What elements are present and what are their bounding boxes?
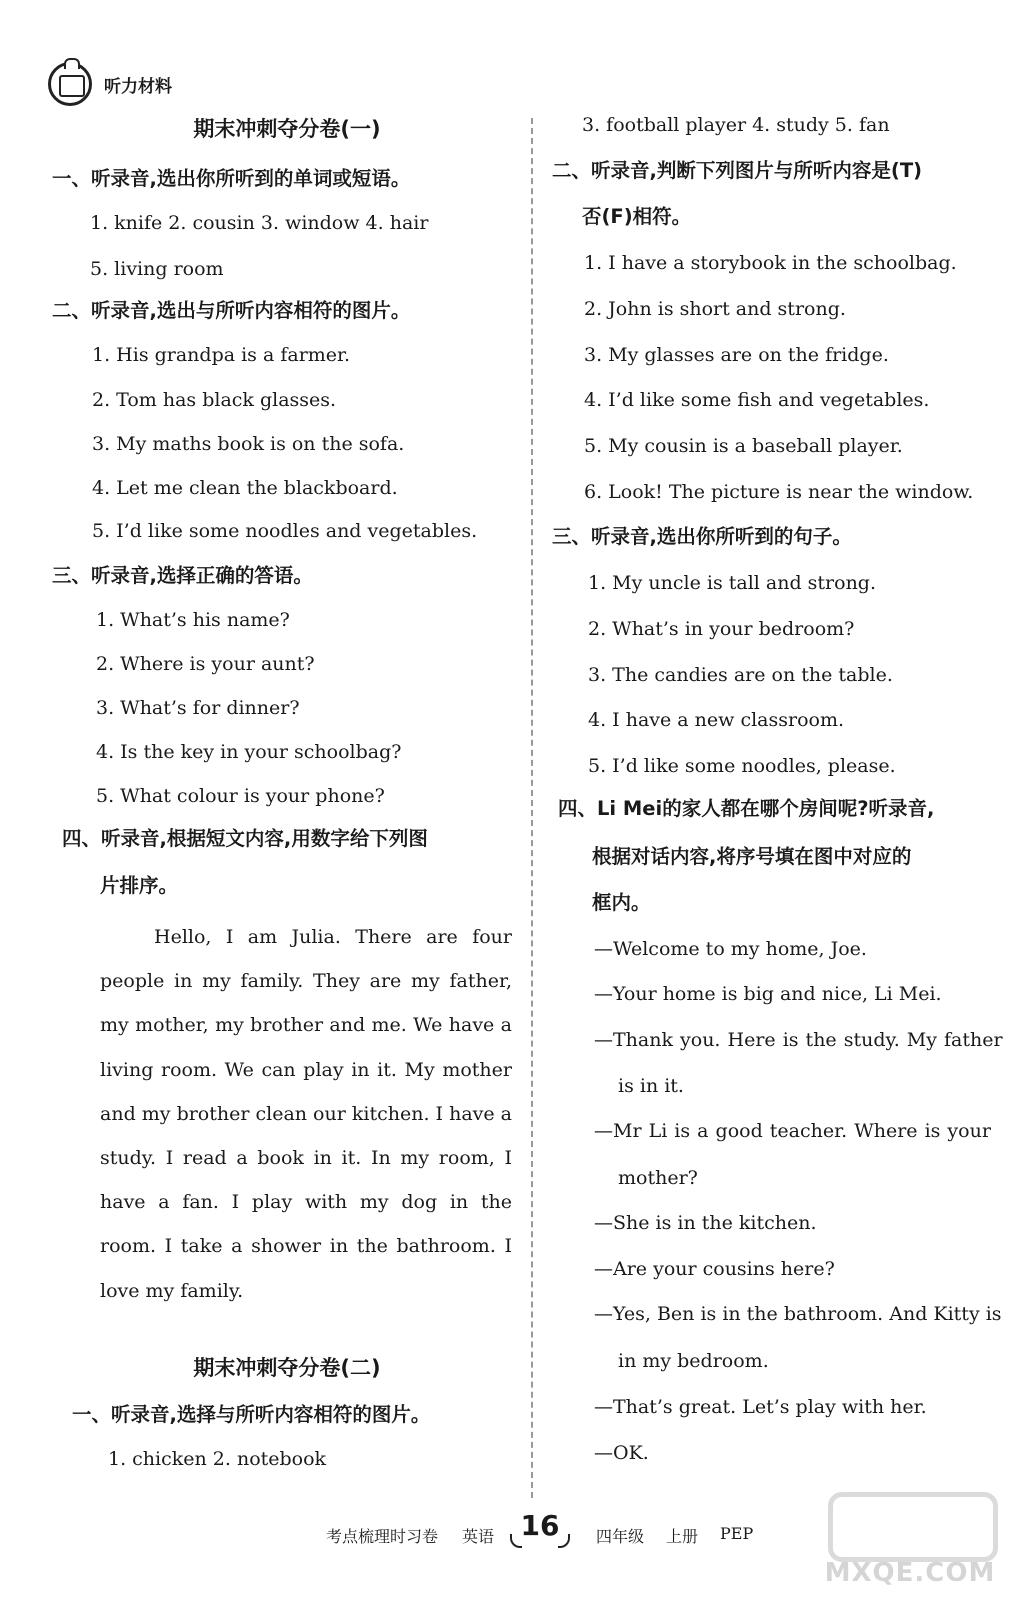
dialog-line: —Your home is big and nice, Li Mei. [594, 983, 942, 1005]
question-2-heading: 二、听录音,选出与所听内容相符的图片。 [52, 299, 411, 322]
r3-item: 2. What’s in your bedroom? [588, 618, 855, 640]
watermark-text: MXQE.COM [824, 1558, 996, 1588]
q3-item: 2. Where is your aunt? [96, 653, 315, 675]
r3-item: 3. The candies are on the table. [588, 664, 893, 686]
header-title: 听力材料 [104, 76, 172, 97]
q2-item: 4. Let me clean the blackboard. [92, 477, 398, 499]
dialog-line: mother? [618, 1167, 698, 1189]
watermark [810, 1484, 1010, 1590]
r2-item: 2. John is short and strong. [584, 298, 846, 320]
header [48, 62, 172, 106]
q2-item: 2. Tom has black glasses. [92, 389, 337, 411]
dialog-line: —Are your cousins here? [594, 1258, 835, 1280]
footer-edition: PEP [720, 1524, 754, 1543]
page-number: 16 [520, 1509, 560, 1542]
r2-item: 1. I have a storybook in the schoolbag. [584, 252, 957, 274]
r3-item: 4. I have a new classroom. [588, 709, 845, 731]
r3-item: 1. My uncle is tall and strong. [588, 572, 877, 594]
dialog-line: —Thank you. Here is the study. My father [594, 1029, 1003, 1051]
r3-heading: 三、听录音,选出你所听到的句子。 [552, 525, 852, 548]
footer-series: 考点梳理时习卷 [326, 1527, 439, 1546]
q3-item: 4. Is the key in your schoolbag? [96, 741, 402, 763]
dialog-line: —Mr Li is a good teacher. Where is your [594, 1120, 991, 1142]
q3-item: 5. What colour is your phone? [96, 785, 385, 807]
dialog-line: —That’s great. Let’s play with her. [594, 1396, 927, 1418]
r2-heading-line-2: 否(F)相符。 [582, 205, 692, 228]
column-divider [531, 118, 533, 1498]
q4-passage: Hello, I am Julia. There are four people in my family. They are my father, my mother, my brother and me. We have a living room. We can play in it. My mother and my brother clean our kitchen. I have a study. I read a book in it. In my room, I have a fan. I play with my dog in the room. I take a shower in the bathroom. I love my family. [100, 926, 512, 1302]
dialog-line: —OK. [594, 1442, 649, 1464]
watermark-logo-icon [828, 1492, 998, 1562]
r4-heading-line-1: 四、Li Mei的家人都在哪个房间呢?听录音, [558, 797, 935, 820]
r4-heading-line-3: 框内。 [592, 891, 651, 914]
question-1-heading: 一、听录音,选出你所听到的单词或短语。 [52, 167, 411, 190]
q5-line-1: 1. chicken 2. notebook [108, 1448, 327, 1470]
footer-subject: 英语 [462, 1527, 495, 1546]
q2-item: 1. His grandpa is a farmer. [92, 344, 351, 366]
q3-item: 1. What’s his name? [96, 609, 290, 631]
q3-item: 3. What’s for dinner? [96, 697, 300, 719]
page-number-box [510, 1508, 570, 1548]
r2-item: 5. My cousin is a baseball player. [584, 435, 903, 457]
footer-volume: 上册 [666, 1527, 699, 1546]
footer-grade: 四年级 [596, 1527, 645, 1546]
q2-item: 3. My maths book is on the sofa. [92, 433, 405, 455]
r2-item: 3. My glasses are on the fridge. [584, 344, 889, 366]
q5-line-2: 3. football player 4. study 5. fan [582, 114, 890, 136]
question-5-heading: 一、听录音,选择与所听内容相符的图片。 [72, 1403, 431, 1426]
dialog-line: in my bedroom. [618, 1350, 769, 1372]
dialog-line: —She is in the kitchen. [594, 1212, 817, 1234]
r2-item: 6. Look! The picture is near the window. [584, 481, 974, 503]
publisher-logo-icon [48, 62, 92, 106]
dialog-line: is in it. [618, 1075, 684, 1097]
question-4-heading-line-2: 片排序。 [100, 874, 179, 897]
dialog-line: —Yes, Ben is in the bathroom. And Kitty is [594, 1303, 1002, 1325]
question-4-heading-line-1: 四、听录音,根据短文内容,用数字给下列图 [62, 827, 428, 850]
r2-item: 4. I’d like some fish and vegetables. [584, 389, 930, 411]
section-title-1: 期末冲刺夺分卷(一) [193, 117, 381, 141]
r3-item: 5. I’d like some noodles, please. [588, 755, 896, 777]
q2-item: 5. I’d like some noodles and vegetables. [92, 520, 478, 542]
q1-line-2: 5. living room [90, 258, 224, 280]
section-title-2: 期末冲刺夺分卷(二) [193, 1356, 381, 1380]
r4-heading-line-2: 根据对话内容,将序号填在图中对应的 [592, 845, 912, 868]
question-3-heading: 三、听录音,选择正确的答语。 [52, 564, 313, 587]
q1-line-1: 1. knife 2. cousin 3. window 4. hair [90, 212, 429, 234]
r2-heading-line-1: 二、听录音,判断下列图片与所听内容是(T) [552, 159, 923, 182]
dialog-line: —Welcome to my home, Joe. [594, 938, 867, 960]
